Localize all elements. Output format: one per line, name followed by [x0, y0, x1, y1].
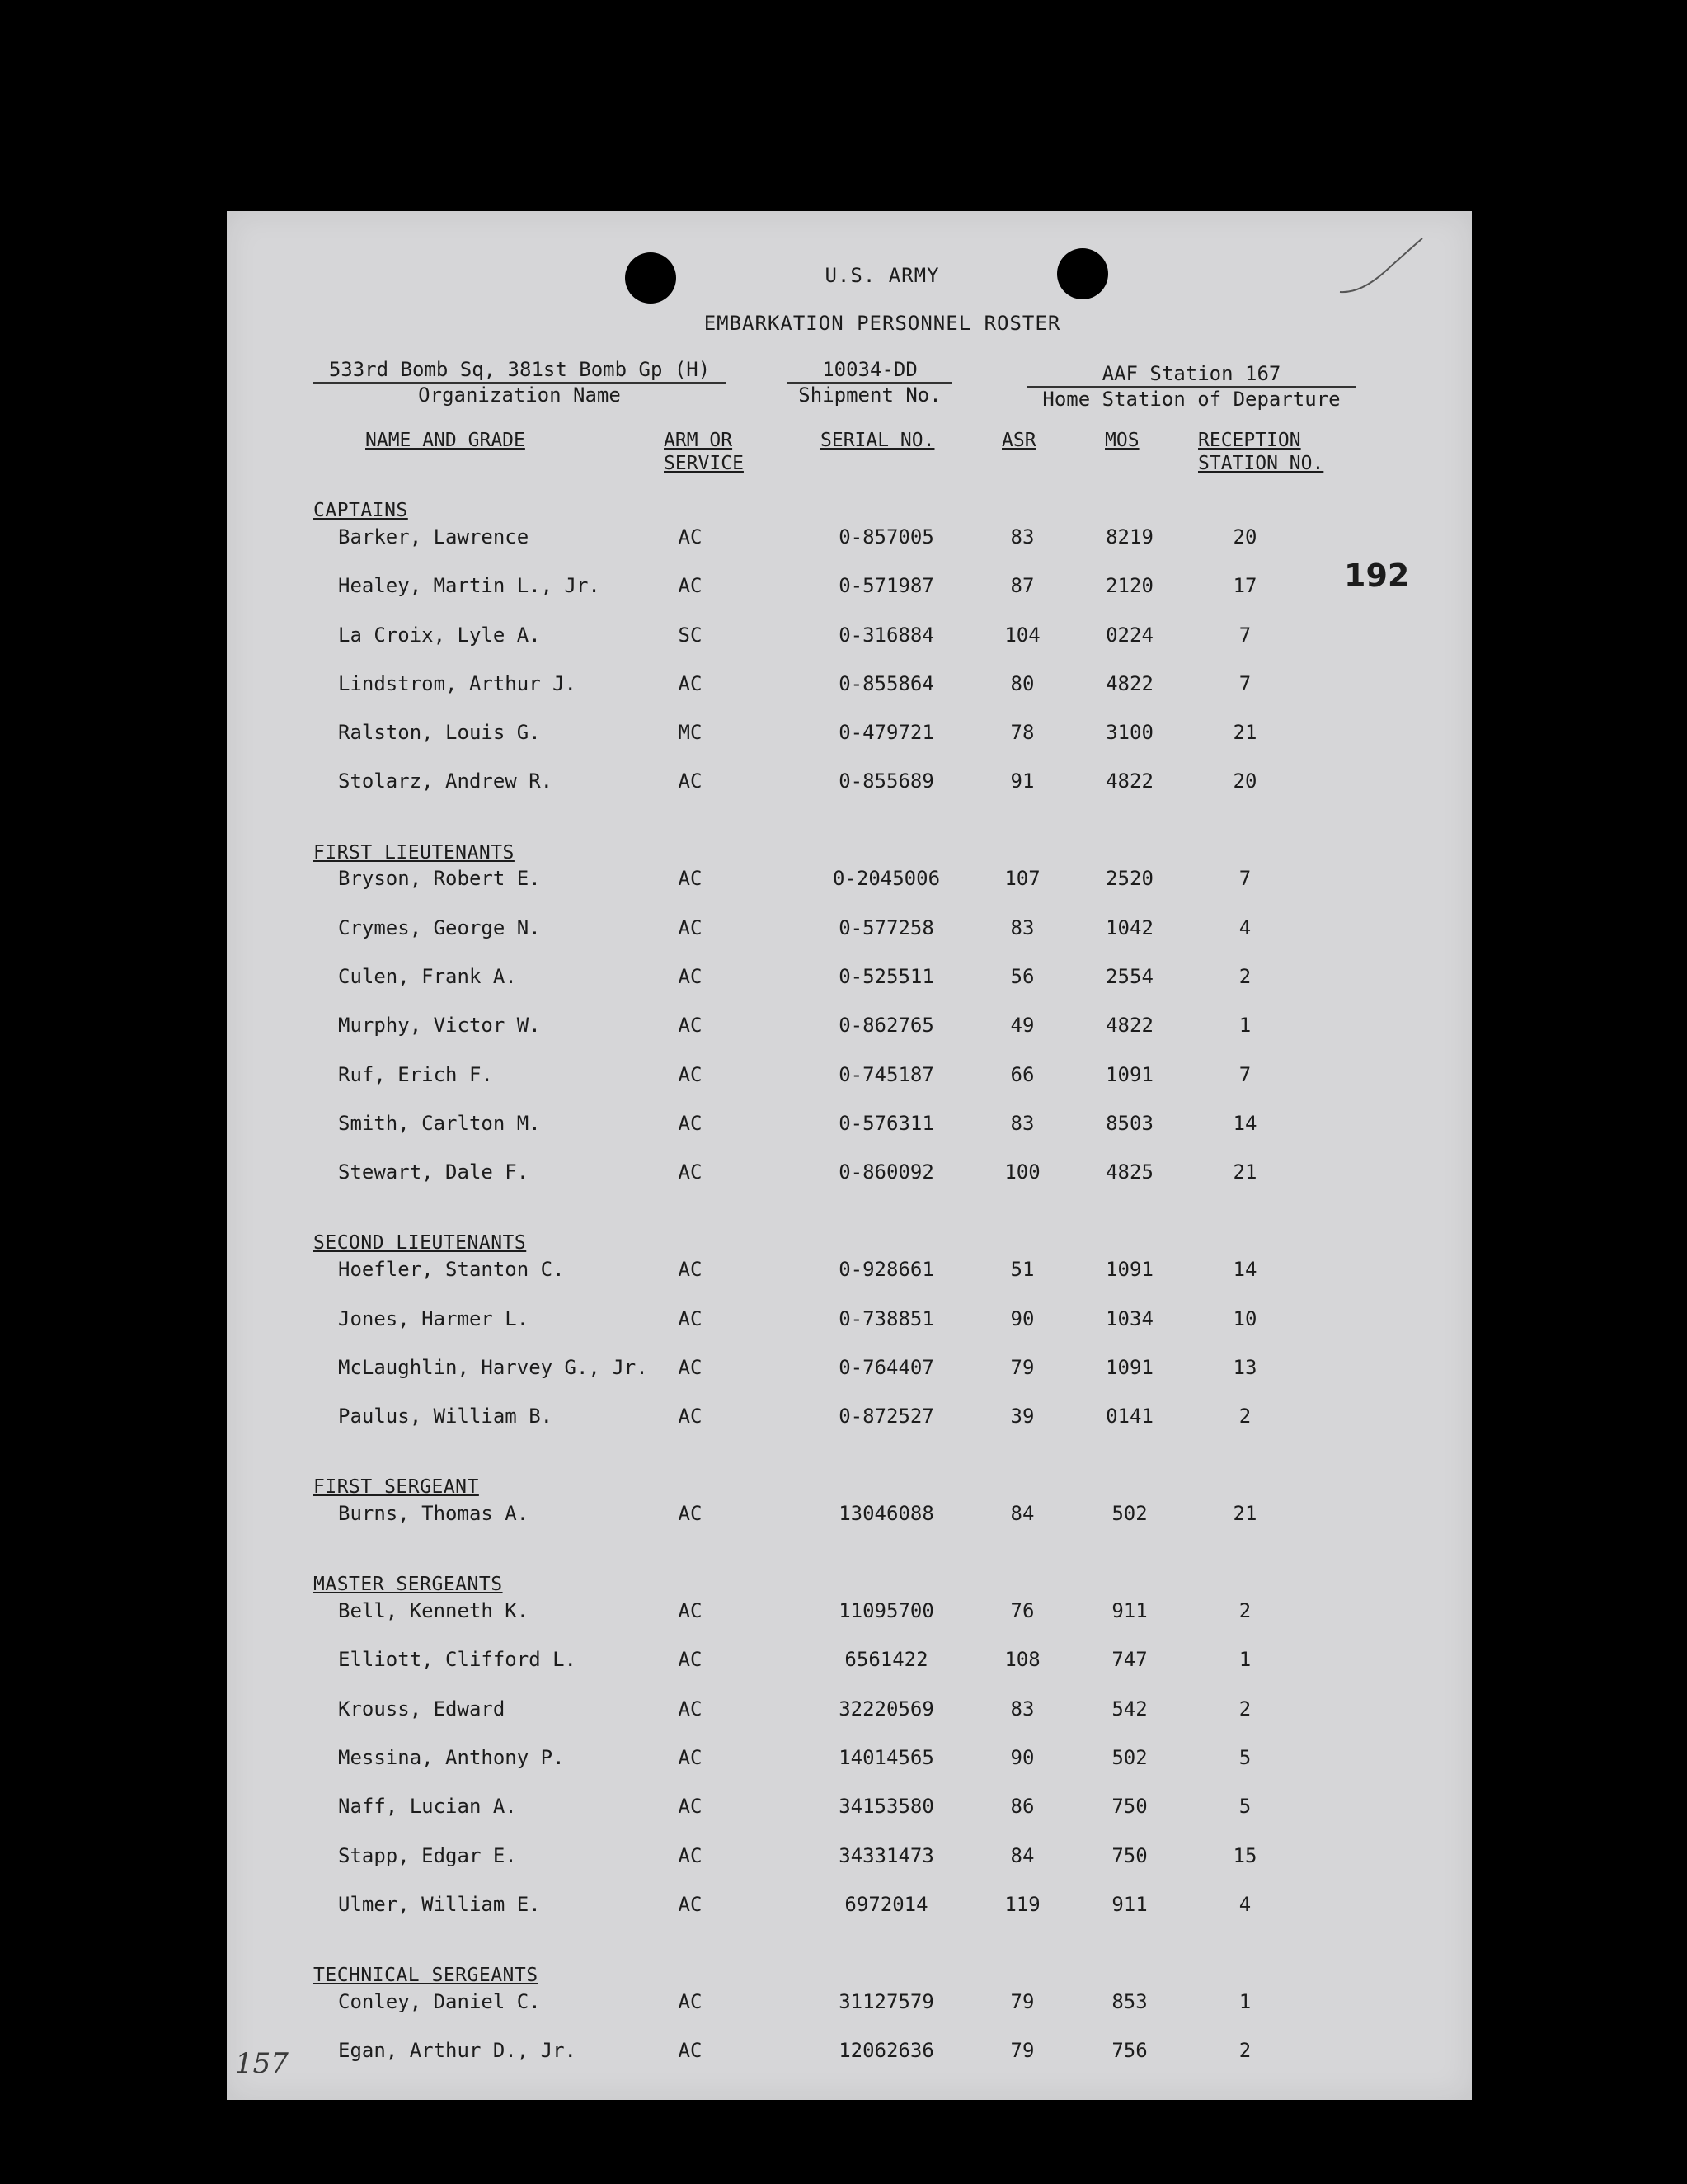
cell-arm-service: AC [678, 1258, 703, 1281]
cell-name: La Croix, Lyle A. [338, 624, 541, 647]
cell-reception-station: 7 [1238, 624, 1252, 647]
organization-field [313, 358, 726, 407]
table-row [227, 867, 1472, 900]
cell-asr: 104 [1004, 624, 1041, 647]
column-header-serial: SERIAL NO. [820, 430, 935, 451]
cell-mos: 542 [1111, 1697, 1148, 1720]
cell-serial-no: 31127579 [839, 1990, 934, 2013]
cell-reception-station: 20 [1233, 770, 1257, 793]
column-header-name: NAME AND GRADE [365, 430, 525, 451]
cell-arm-service: AC [678, 1795, 703, 1818]
cell-arm-service: AC [678, 574, 703, 597]
cell-serial-no: 12062636 [839, 2039, 934, 2062]
table-row [227, 574, 1472, 607]
cell-name: Egan, Arthur D., Jr. [338, 2039, 576, 2062]
handwritten-margin-note: 157 [235, 2047, 289, 2080]
cell-mos: 2520 [1106, 867, 1154, 890]
cell-asr: 56 [1010, 965, 1035, 988]
document-subtitle: EMBARKATION PERSONNEL ROSTER [703, 312, 1061, 335]
cell-asr: 79 [1010, 1356, 1035, 1379]
table-row [227, 1648, 1472, 1681]
cell-reception-station: 2 [1238, 1405, 1252, 1428]
cell-name: Paulus, William B. [338, 1405, 553, 1428]
cell-reception-station: 13 [1233, 1356, 1257, 1379]
cell-mos: 1034 [1106, 1307, 1154, 1330]
home-station: AAF Station 167 [1027, 362, 1356, 388]
cell-reception-station: 1 [1238, 1648, 1252, 1671]
cell-name: Smith, Carlton M. [338, 1112, 541, 1135]
table-row [227, 672, 1472, 705]
cell-name: Stolarz, Andrew R. [338, 770, 553, 793]
cell-mos: 750 [1111, 1795, 1148, 1818]
cell-asr: 83 [1010, 916, 1035, 939]
cell-mos: 1091 [1106, 1063, 1154, 1086]
cell-serial-no: 0-928661 [839, 1258, 934, 1281]
cell-reception-station: 7 [1238, 1063, 1252, 1086]
cell-asr: 79 [1010, 1990, 1035, 2013]
cell-name: Hoefler, Stanton C. [338, 1258, 565, 1281]
cell-asr: 87 [1010, 574, 1035, 597]
cell-reception-station: 4 [1238, 1893, 1252, 1916]
cell-name: Messina, Anthony P. [338, 1746, 565, 1769]
cell-serial-no: 0-577258 [839, 916, 934, 939]
cell-serial-no: 0-525511 [839, 965, 934, 988]
cell-reception-station: 5 [1238, 1746, 1252, 1769]
cell-asr: 83 [1010, 1697, 1035, 1720]
cell-name: Conley, Daniel C. [338, 1990, 541, 2013]
cell-name: Jones, Harmer L. [338, 1307, 529, 1330]
section-heading: MASTER SERGEANTS [313, 1574, 503, 1596]
cell-asr: 66 [1010, 1063, 1035, 1086]
cell-arm-service: AC [678, 1990, 703, 2013]
table-row [227, 1844, 1472, 1877]
cell-arm-service: AC [678, 1405, 703, 1428]
cell-serial-no: 0-738851 [839, 1307, 934, 1330]
table-row [227, 525, 1472, 558]
cell-reception-station: 7 [1238, 672, 1252, 695]
cell-serial-no: 0-857005 [839, 525, 934, 548]
cell-serial-no: 6561422 [844, 1648, 928, 1671]
document-title: U.S. ARMY [825, 264, 940, 287]
cell-arm-service: AC [678, 1063, 703, 1086]
cell-serial-no: 0-571987 [839, 574, 934, 597]
cell-serial-no: 34153580 [839, 1795, 934, 1818]
cell-name: Healey, Martin L., Jr. [338, 574, 600, 597]
organization-caption: Organization Name [418, 384, 621, 407]
cell-serial-no: 0-479721 [839, 721, 934, 744]
cell-asr: 100 [1004, 1160, 1041, 1184]
cell-mos: 2554 [1106, 965, 1154, 988]
cell-mos: 8219 [1106, 525, 1154, 548]
cell-mos: 750 [1111, 1844, 1148, 1867]
cell-name: McLaughlin, Harvey G., Jr. [338, 1356, 648, 1379]
cell-serial-no: 32220569 [839, 1697, 934, 1720]
cell-mos: 853 [1111, 1990, 1148, 2013]
cell-arm-service: AC [678, 1599, 703, 1622]
cell-asr: 107 [1004, 867, 1041, 890]
cell-mos: 747 [1111, 1648, 1148, 1671]
cell-arm-service: AC [678, 1160, 703, 1184]
table-row [227, 916, 1472, 949]
table-row [227, 624, 1472, 657]
table-row [227, 1307, 1472, 1340]
cell-reception-station: 21 [1233, 1160, 1257, 1184]
cell-serial-no: 0-855689 [839, 770, 934, 793]
cell-name: Elliott, Clifford L. [338, 1648, 576, 1671]
roster-page [227, 211, 1472, 2100]
cell-name: Lindstrom, Arthur J. [338, 672, 576, 695]
cell-mos: 2120 [1106, 574, 1154, 597]
page-number: 192 [1344, 558, 1410, 594]
cell-name: Culen, Frank A. [338, 965, 517, 988]
cell-name: Bell, Kenneth K. [338, 1599, 529, 1622]
cell-serial-no: 0-2045006 [832, 867, 941, 890]
cell-mos: 1091 [1106, 1258, 1154, 1281]
table-row [227, 721, 1472, 754]
cell-arm-service: AC [678, 1356, 703, 1379]
cell-reception-station: 2 [1238, 965, 1252, 988]
cell-serial-no: 0-576311 [839, 1112, 934, 1135]
table-row [227, 1990, 1472, 2023]
cell-mos: 4822 [1106, 770, 1154, 793]
cell-name: Stapp, Edgar E. [338, 1844, 517, 1867]
cell-asr: 86 [1010, 1795, 1035, 1818]
cell-mos: 911 [1111, 1599, 1148, 1622]
shipment-number: 10034-DD [787, 358, 952, 384]
cell-serial-no: 34331473 [839, 1844, 934, 1867]
cell-reception-station: 14 [1233, 1112, 1257, 1135]
table-row [227, 1356, 1472, 1389]
cell-name: Barker, Lawrence [338, 525, 529, 548]
cell-mos: 4822 [1106, 672, 1154, 695]
cell-arm-service: AC [678, 867, 703, 890]
cell-serial-no: 14014565 [839, 1746, 934, 1769]
section-heading: CAPTAINS [313, 500, 408, 521]
cell-asr: 39 [1010, 1405, 1035, 1428]
table-row [227, 1697, 1472, 1730]
cell-mos: 911 [1111, 1893, 1148, 1916]
cell-serial-no: 0-862765 [839, 1014, 934, 1037]
cell-mos: 8503 [1106, 1112, 1154, 1135]
cell-reception-station: 10 [1233, 1307, 1257, 1330]
cell-reception-station: 4 [1238, 916, 1252, 939]
table-row [227, 1063, 1472, 1096]
cell-arm-service: AC [678, 916, 703, 939]
table-row [227, 770, 1472, 803]
table-row [227, 1893, 1472, 1926]
cell-asr: 49 [1010, 1014, 1035, 1037]
cell-name: Ruf, Erich F. [338, 1063, 493, 1086]
cell-arm-service: AC [678, 1893, 703, 1916]
cell-mos: 1042 [1106, 916, 1154, 939]
cell-arm-service: AC [678, 672, 703, 695]
cell-arm-service: AC [678, 770, 703, 793]
cell-asr: 83 [1010, 525, 1035, 548]
home-station-caption: Home Station of Departure [1042, 388, 1341, 411]
column-header-reception: RECEPTION STATION NO. [1198, 430, 1324, 474]
cell-mos: 502 [1111, 1502, 1148, 1525]
cell-mos: 0224 [1106, 624, 1154, 647]
cell-asr: 91 [1010, 770, 1035, 793]
cell-serial-no: 0-860092 [839, 1160, 934, 1184]
section-heading: TECHNICAL SERGEANTS [313, 1965, 538, 1986]
table-row [227, 1405, 1472, 1438]
cell-name: Naff, Lucian A. [338, 1795, 517, 1818]
cell-mos: 3100 [1106, 721, 1154, 744]
cell-name: Murphy, Victor W. [338, 1014, 541, 1037]
cell-reception-station: 2 [1238, 2039, 1252, 2062]
cell-arm-service: AC [678, 1112, 703, 1135]
cell-name: Ulmer, William E. [338, 1893, 541, 1916]
cell-asr: 119 [1004, 1893, 1041, 1916]
cell-asr: 76 [1010, 1599, 1035, 1622]
section-heading: FIRST LIEUTENANTS [313, 841, 515, 864]
cell-serial-no: 0-764407 [839, 1356, 934, 1379]
table-row [227, 1502, 1472, 1535]
cell-serial-no: 6972014 [844, 1893, 928, 1916]
cell-reception-station: 14 [1233, 1258, 1257, 1281]
cell-serial-no: 13046088 [839, 1502, 934, 1525]
cell-reception-station: 21 [1233, 721, 1257, 744]
column-header-asr: ASR [1002, 430, 1036, 451]
cell-asr: 84 [1010, 1844, 1035, 1867]
cell-mos: 502 [1111, 1746, 1148, 1769]
cell-name: Burns, Thomas A. [338, 1502, 529, 1525]
cell-arm-service: AC [678, 1697, 703, 1720]
cell-mos: 756 [1111, 2039, 1148, 2062]
table-row [227, 2039, 1472, 2072]
cell-arm-service: AC [678, 2039, 703, 2062]
cell-arm-service: MC [678, 721, 703, 744]
table-row [227, 1599, 1472, 1632]
cell-arm-service: AC [678, 525, 703, 548]
cell-reception-station: 20 [1233, 525, 1257, 548]
cell-asr: 80 [1010, 672, 1035, 695]
cell-reception-station: 2 [1238, 1599, 1252, 1622]
cell-asr: 83 [1010, 1112, 1035, 1135]
column-header-arm: ARM OR SERVICE [664, 430, 744, 474]
table-row [227, 1160, 1472, 1193]
cell-asr: 90 [1010, 1307, 1035, 1330]
shipment-caption: Shipment No. [798, 384, 942, 407]
cell-name: Bryson, Robert E. [338, 867, 541, 890]
cell-serial-no: 11095700 [839, 1599, 934, 1622]
table-row [227, 965, 1472, 998]
cell-arm-service: AC [678, 1502, 703, 1525]
section-heading: FIRST SERGEANT [313, 1476, 479, 1499]
cell-mos: 0141 [1106, 1405, 1154, 1428]
table-row [227, 1795, 1472, 1828]
cell-mos: 1091 [1106, 1356, 1154, 1379]
cell-name: Stewart, Dale F. [338, 1160, 529, 1184]
cell-reception-station: 7 [1238, 867, 1252, 890]
cell-arm-service: AC [678, 1014, 703, 1037]
cell-asr: 78 [1010, 721, 1035, 744]
cell-asr: 79 [1010, 2039, 1035, 2062]
cell-serial-no: 0-316884 [839, 624, 934, 647]
cell-reception-station: 21 [1233, 1502, 1257, 1525]
cell-asr: 84 [1010, 1502, 1035, 1525]
cell-reception-station: 2 [1238, 1697, 1252, 1720]
column-header-mos: MOS [1105, 430, 1140, 451]
cell-name: Ralston, Louis G. [338, 721, 541, 744]
cell-arm-service: SC [678, 624, 703, 647]
cell-mos: 4825 [1106, 1160, 1154, 1184]
cell-reception-station: 17 [1233, 574, 1257, 597]
cell-reception-station: 1 [1238, 1990, 1252, 2013]
cell-asr: 51 [1010, 1258, 1035, 1281]
cell-serial-no: 0-855864 [839, 672, 934, 695]
cell-arm-service: AC [678, 1844, 703, 1867]
cell-reception-station: 5 [1238, 1795, 1252, 1818]
cell-arm-service: AC [678, 965, 703, 988]
cell-serial-no: 0-872527 [839, 1405, 934, 1428]
cell-asr: 90 [1010, 1746, 1035, 1769]
cell-name: Krouss, Edward [338, 1697, 505, 1720]
cell-arm-service: AC [678, 1746, 703, 1769]
cell-arm-service: AC [678, 1648, 703, 1671]
cell-reception-station: 1 [1238, 1014, 1252, 1037]
home-station-field [1027, 362, 1356, 411]
cell-reception-station: 15 [1233, 1844, 1257, 1867]
table-row [227, 1258, 1472, 1291]
table-row [227, 1112, 1472, 1145]
cell-mos: 4822 [1106, 1014, 1154, 1037]
shipment-field [787, 358, 952, 407]
table-row [227, 1014, 1472, 1047]
cell-arm-service: AC [678, 1307, 703, 1330]
cell-name: Crymes, George N. [338, 916, 541, 939]
section-heading: SECOND LIEUTENANTS [313, 1232, 527, 1254]
cell-serial-no: 0-745187 [839, 1063, 934, 1086]
organization-name: 533rd Bomb Sq, 381st Bomb Gp (H) [313, 358, 726, 384]
cell-asr: 108 [1004, 1648, 1041, 1671]
table-row [227, 1746, 1472, 1779]
